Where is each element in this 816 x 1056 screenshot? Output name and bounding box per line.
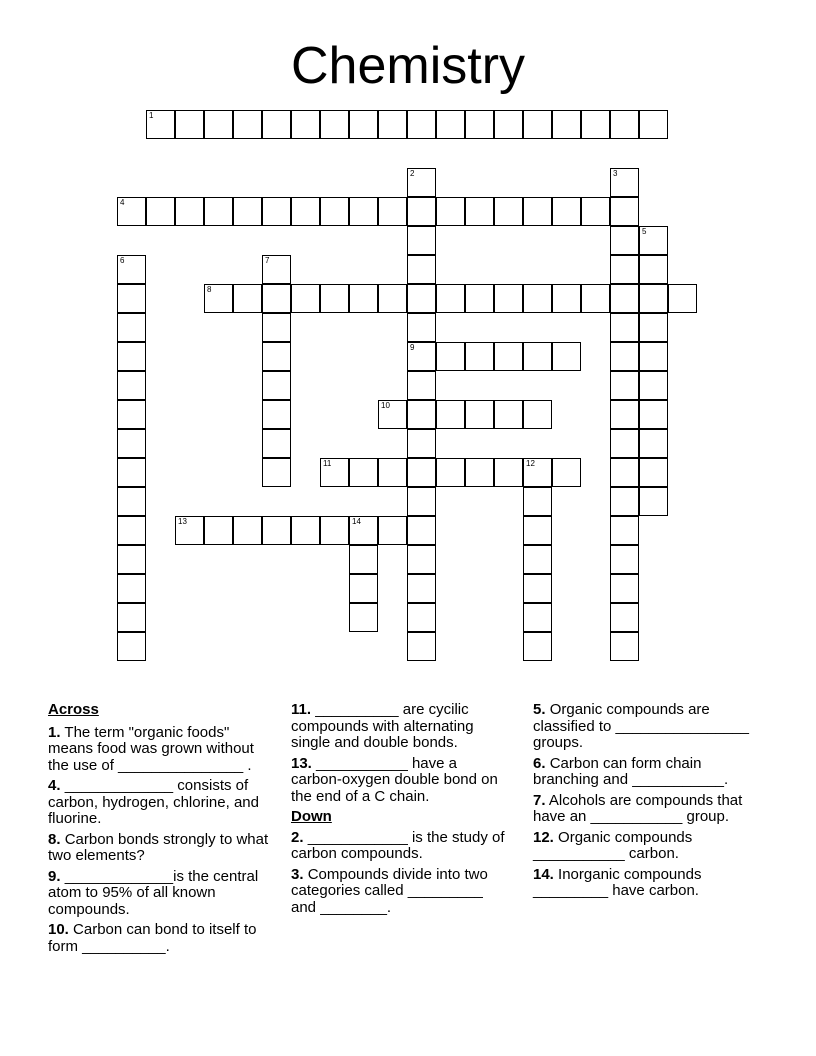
clue-text: __________ are cycilic compounds with alternating single and double bonds. <box>291 701 474 751</box>
grid-cell[interactable] <box>436 400 465 429</box>
clue-down-2 <box>291 830 511 863</box>
grid-cell[interactable] <box>639 371 668 400</box>
grid-cell[interactable] <box>610 632 639 661</box>
grid-cell[interactable] <box>349 110 378 139</box>
grid-cell[interactable] <box>465 342 494 371</box>
clue-across-9 <box>48 869 278 919</box>
grid-cell[interactable] <box>291 197 320 226</box>
clue-text: Organic compounds ___________ carbon. <box>533 828 693 862</box>
grid-cell[interactable] <box>233 197 262 226</box>
grid-cell[interactable] <box>407 516 436 545</box>
clue-across-11 <box>291 702 511 752</box>
grid-cell[interactable] <box>465 400 494 429</box>
grid-cell[interactable] <box>523 516 552 545</box>
grid-cell[interactable] <box>668 284 697 313</box>
grid-cell[interactable] <box>262 458 291 487</box>
grid-cell[interactable] <box>175 110 204 139</box>
clue-text: Carbon bonds strongly to what two elements? <box>48 830 269 864</box>
clue-across-13 <box>291 756 511 806</box>
clue-number: 10. <box>48 921 69 938</box>
grid-cell[interactable] <box>523 632 552 661</box>
grid-cell[interactable] <box>117 197 146 226</box>
grid-cell[interactable] <box>378 284 407 313</box>
grid-cell[interactable] <box>378 516 407 545</box>
grid-cell[interactable] <box>552 110 581 139</box>
grid-cell[interactable] <box>407 487 436 516</box>
grid-cell[interactable] <box>117 603 146 632</box>
grid-cell[interactable] <box>407 632 436 661</box>
grid-cell[interactable] <box>523 545 552 574</box>
grid-cell[interactable] <box>407 603 436 632</box>
grid-cell[interactable] <box>523 458 552 487</box>
cell-number: 5 <box>642 227 647 236</box>
grid-cell[interactable] <box>407 313 436 342</box>
grid-cell[interactable] <box>465 110 494 139</box>
grid-cell[interactable] <box>146 197 175 226</box>
grid-cell[interactable] <box>117 255 146 284</box>
grid-cell[interactable] <box>378 458 407 487</box>
grid-cell[interactable] <box>610 284 639 313</box>
grid-cell[interactable] <box>117 487 146 516</box>
grid-cell[interactable] <box>117 458 146 487</box>
grid-cell[interactable] <box>610 516 639 545</box>
grid-cell[interactable] <box>523 487 552 516</box>
clue-number: 6. <box>533 754 546 772</box>
clue-text: Inorganic compounds _________ have carbon. <box>533 865 702 899</box>
grid-cell[interactable] <box>465 458 494 487</box>
grid-cell[interactable] <box>349 458 378 487</box>
grid-cell[interactable] <box>639 110 668 139</box>
grid-cell[interactable] <box>262 197 291 226</box>
clue-text: ___________ have a carbon-oxygen double bond on the end of a C chain. <box>291 754 498 805</box>
cell-number: 1 <box>149 111 154 120</box>
grid-cell[interactable] <box>639 284 668 313</box>
clue-down-7 <box>533 793 763 826</box>
grid-cell[interactable] <box>523 197 552 226</box>
grid-cell[interactable] <box>523 110 552 139</box>
grid-cell[interactable] <box>639 458 668 487</box>
grid-cell[interactable] <box>436 284 465 313</box>
grid-cell[interactable] <box>407 284 436 313</box>
clue-column-3 <box>533 702 763 904</box>
grid-cell[interactable] <box>378 110 407 139</box>
grid-cell[interactable] <box>494 458 523 487</box>
grid-cell[interactable] <box>523 342 552 371</box>
grid-cell[interactable] <box>233 516 262 545</box>
grid-cell[interactable] <box>407 371 436 400</box>
down-heading: Down <box>291 808 332 825</box>
clue-text: ____________ is the study of carbon compounds. <box>291 828 505 862</box>
grid-cell[interactable] <box>610 429 639 458</box>
grid-cell[interactable] <box>407 545 436 574</box>
grid-cell[interactable] <box>262 284 291 313</box>
clue-across-1 <box>48 725 278 775</box>
cell-number: 14 <box>352 517 361 526</box>
grid-cell[interactable] <box>204 516 233 545</box>
cell-number: 7 <box>265 256 270 265</box>
grid-cell[interactable] <box>610 110 639 139</box>
grid-cell[interactable] <box>146 110 175 139</box>
grid-cell[interactable] <box>262 429 291 458</box>
grid-cell[interactable] <box>523 574 552 603</box>
grid-cell[interactable] <box>349 516 378 545</box>
grid-cell[interactable] <box>436 458 465 487</box>
grid-cell[interactable] <box>349 574 378 603</box>
grid-cell[interactable] <box>349 284 378 313</box>
grid-cell[interactable] <box>465 284 494 313</box>
clue-across-8 <box>48 832 278 865</box>
grid-cell[interactable] <box>407 197 436 226</box>
grid-cell[interactable] <box>610 342 639 371</box>
grid-cell[interactable] <box>407 168 436 197</box>
grid-cell[interactable] <box>610 371 639 400</box>
grid-cell[interactable] <box>349 197 378 226</box>
grid-cell[interactable] <box>320 284 349 313</box>
across-heading: Across <box>48 701 99 718</box>
grid-cell[interactable] <box>494 342 523 371</box>
grid-cell[interactable] <box>117 545 146 574</box>
grid-cell[interactable] <box>407 226 436 255</box>
clue-across-10 <box>48 922 278 955</box>
clue-number: 3. <box>291 865 304 883</box>
clue-down-6 <box>533 756 763 789</box>
grid-cell[interactable] <box>494 284 523 313</box>
grid-cell[interactable] <box>407 255 436 284</box>
page-title: Chemistry <box>290 37 526 95</box>
grid-cell[interactable] <box>262 516 291 545</box>
grid-cell[interactable] <box>581 284 610 313</box>
grid-cell[interactable] <box>117 342 146 371</box>
clue-column-1 <box>48 702 278 959</box>
grid-cell[interactable] <box>610 197 639 226</box>
clue-number: 2. <box>291 828 304 846</box>
clue-text: _____________is the central atom to 95% of all known compounds. <box>48 867 259 918</box>
grid-cell[interactable] <box>320 110 349 139</box>
clue-text: Compounds divide into two categories called _________ and ________. <box>291 865 488 916</box>
clue-number: 12. <box>533 828 554 846</box>
grid-cell[interactable] <box>117 632 146 661</box>
clue-number: 5. <box>533 701 546 718</box>
grid-cell[interactable] <box>407 574 436 603</box>
grid-cell[interactable] <box>407 400 436 429</box>
grid-cell[interactable] <box>639 487 668 516</box>
clue-number: 14. <box>533 865 554 883</box>
grid-cell[interactable] <box>610 313 639 342</box>
grid-cell[interactable] <box>494 110 523 139</box>
clue-text: Alcohols are compounds that have an ___________ group. <box>533 791 743 825</box>
clue-text: Organic compounds are classified to ________________ groups. <box>533 701 750 751</box>
grid-cell[interactable] <box>610 400 639 429</box>
grid-cell[interactable] <box>581 197 610 226</box>
clue-across-4 <box>48 778 278 828</box>
clue-number: 11. <box>291 701 312 718</box>
clue-text: The term "organic foods" means food was grown without the use of _______________ . <box>48 723 254 774</box>
clue-down-3 <box>291 867 511 917</box>
grid-cell[interactable] <box>610 255 639 284</box>
cell-number: 10 <box>381 401 390 410</box>
grid-cell[interactable] <box>204 197 233 226</box>
clue-number: 1. <box>48 723 61 741</box>
grid-cell[interactable] <box>610 458 639 487</box>
grid-cell[interactable] <box>581 110 610 139</box>
grid-cell[interactable] <box>117 516 146 545</box>
grid-cell[interactable] <box>523 284 552 313</box>
grid-cell[interactable] <box>233 284 262 313</box>
cell-number: 2 <box>410 169 415 178</box>
clue-number: 4. <box>48 777 61 794</box>
grid-cell[interactable] <box>117 400 146 429</box>
grid-cell[interactable] <box>523 400 552 429</box>
grid-cell[interactable] <box>639 255 668 284</box>
grid-cell[interactable] <box>349 545 378 574</box>
grid-cell[interactable] <box>552 197 581 226</box>
grid-cell[interactable] <box>494 197 523 226</box>
cell-number: 6 <box>120 256 125 265</box>
cell-number: 3 <box>613 169 618 178</box>
grid-cell[interactable] <box>291 110 320 139</box>
clue-number: 7. <box>533 791 546 809</box>
grid-cell[interactable] <box>552 284 581 313</box>
grid-cell[interactable] <box>320 197 349 226</box>
grid-cell[interactable] <box>639 400 668 429</box>
grid-cell[interactable] <box>291 284 320 313</box>
grid-cell[interactable] <box>610 574 639 603</box>
clue-number: 13. <box>291 754 312 772</box>
cell-number: 12 <box>526 459 535 468</box>
grid-cell[interactable] <box>117 284 146 313</box>
grid-cell[interactable] <box>523 603 552 632</box>
grid-cell[interactable] <box>436 197 465 226</box>
grid-cell[interactable] <box>639 342 668 371</box>
grid-cell[interactable] <box>320 516 349 545</box>
cell-number: 11 <box>323 459 332 468</box>
grid-cell[interactable] <box>610 226 639 255</box>
clue-number: 8. <box>48 830 61 848</box>
clue-text: Carbon can bond to itself to form __________. <box>48 921 257 955</box>
grid-cell[interactable] <box>610 603 639 632</box>
grid-cell[interactable] <box>552 458 581 487</box>
grid-cell[interactable] <box>117 371 146 400</box>
grid-cell[interactable] <box>175 197 204 226</box>
grid-cell[interactable] <box>610 168 639 197</box>
grid-cell[interactable] <box>436 110 465 139</box>
cell-number: 4 <box>120 198 125 207</box>
clue-down-12 <box>533 830 763 863</box>
grid-cell[interactable] <box>378 197 407 226</box>
grid-cell[interactable] <box>320 458 349 487</box>
grid-cell[interactable] <box>175 516 204 545</box>
grid-cell[interactable] <box>262 313 291 342</box>
clue-text: _____________ consists of carbon, hydrogen, chlorine, and fluorine. <box>48 777 259 827</box>
grid-cell[interactable] <box>349 603 378 632</box>
grid-cell[interactable] <box>494 400 523 429</box>
clue-column-2 <box>291 702 511 920</box>
grid-cell[interactable] <box>407 429 436 458</box>
grid-cell[interactable] <box>291 516 320 545</box>
grid-cell[interactable] <box>117 313 146 342</box>
grid-cell[interactable] <box>407 342 436 371</box>
grid-cell[interactable] <box>117 429 146 458</box>
grid-cell[interactable] <box>117 574 146 603</box>
grid-cell[interactable] <box>407 110 436 139</box>
grid-cell[interactable] <box>378 400 407 429</box>
grid-cell[interactable] <box>552 342 581 371</box>
grid-cell[interactable] <box>262 371 291 400</box>
cell-number: 9 <box>410 343 415 352</box>
clue-text: Carbon can form chain branching and ___________. <box>533 754 729 788</box>
grid-cell[interactable] <box>639 226 668 255</box>
grid-cell[interactable] <box>204 110 233 139</box>
grid-cell[interactable] <box>204 284 233 313</box>
grid-cell[interactable] <box>465 197 494 226</box>
grid-cell[interactable] <box>262 255 291 284</box>
grid-cell[interactable] <box>610 545 639 574</box>
grid-cell[interactable] <box>436 342 465 371</box>
grid-cell[interactable] <box>233 110 262 139</box>
clue-down-5 <box>533 702 763 752</box>
grid-cell[interactable] <box>639 313 668 342</box>
cell-number: 8 <box>207 285 212 294</box>
grid-cell[interactable] <box>262 110 291 139</box>
grid-cell[interactable] <box>407 458 436 487</box>
grid-cell[interactable] <box>639 429 668 458</box>
clue-number: 9. <box>48 867 61 885</box>
grid-cell[interactable] <box>262 342 291 371</box>
grid-cell[interactable] <box>262 400 291 429</box>
clue-down-14 <box>533 867 763 900</box>
cell-number: 13 <box>178 517 187 526</box>
grid-cell[interactable] <box>610 487 639 516</box>
